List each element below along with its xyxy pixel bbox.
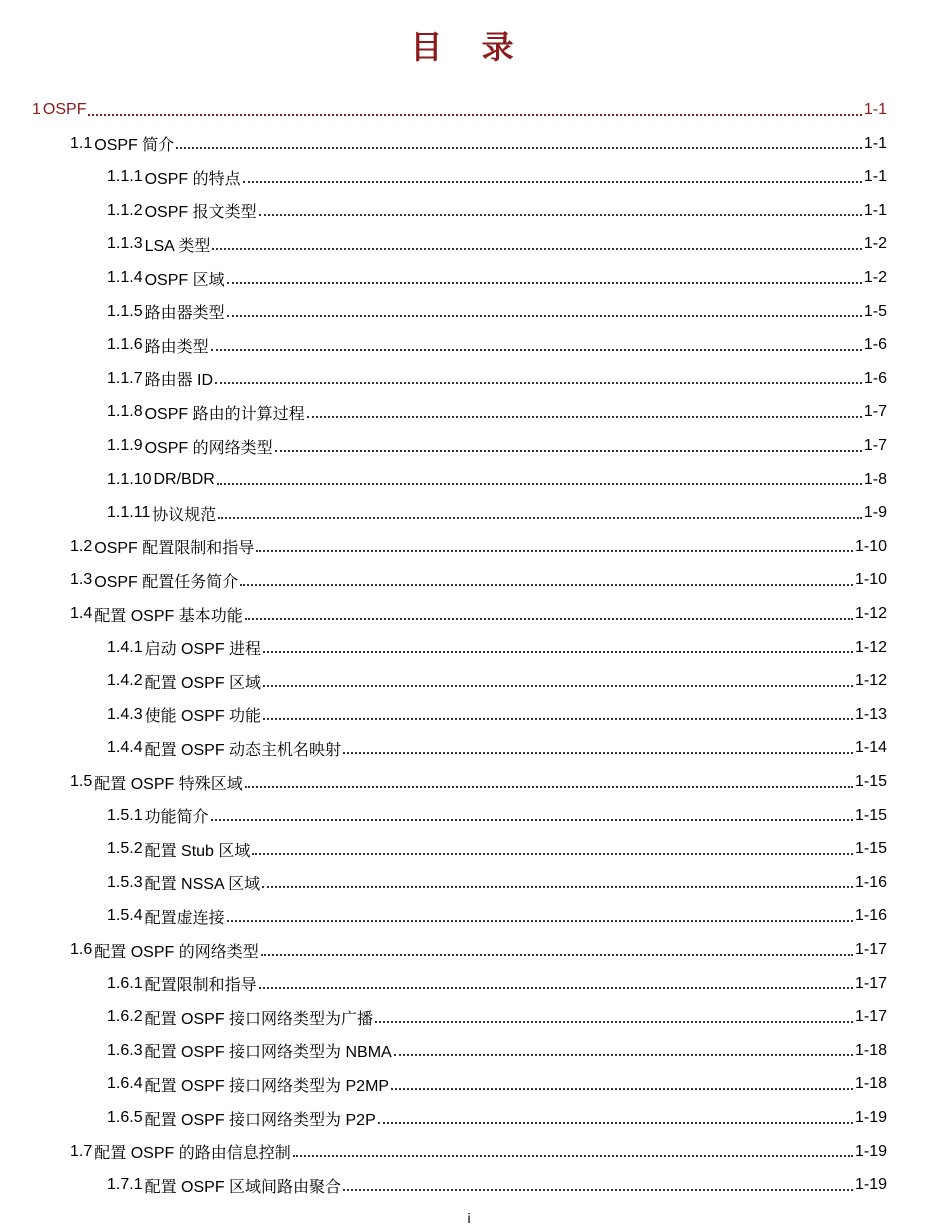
toc-entry[interactable] <box>107 1170 887 1200</box>
toc-dot-leader <box>218 516 862 519</box>
toc-entry[interactable] <box>107 1103 887 1133</box>
toc-entry-number: 1.5.1 <box>107 806 143 824</box>
toc-entry-page: 1-8 <box>863 470 887 488</box>
toc-entry-title: OSPF 的特点 <box>144 170 241 188</box>
toc-dot-leader <box>252 852 853 855</box>
toc-dot-leader <box>211 818 853 821</box>
toc-dot-leader <box>263 717 853 720</box>
toc-dot-leader <box>261 953 853 956</box>
toc-dot-leader <box>293 1154 853 1157</box>
toc-entry-title: OSPF 配置任务简介 <box>94 573 239 591</box>
toc-entry-page: 1-13 <box>854 705 887 723</box>
toc-entry[interactable] <box>107 229 887 259</box>
toc-entry[interactable] <box>107 901 887 931</box>
toc-entry-title: 路由器类型 <box>144 305 225 323</box>
toc-entry-number: 1.7 <box>70 1142 93 1160</box>
toc-dot-leader <box>245 617 853 620</box>
toc-entry[interactable] <box>107 1069 887 1099</box>
toc-dot-leader <box>263 684 853 687</box>
toc-entry[interactable] <box>107 364 887 394</box>
toc-entry[interactable] <box>107 498 887 528</box>
toc-entry-number: 1.1.11 <box>107 504 151 522</box>
toc-entry[interactable] <box>107 700 887 730</box>
toc-entry-number: 1 <box>32 101 41 118</box>
toc-entry-page: 1-12 <box>854 672 887 690</box>
toc-entry[interactable] <box>70 767 887 797</box>
toc-entry-page: 1-12 <box>854 605 887 622</box>
toc-entry-number: 1.1.2 <box>107 201 143 219</box>
toc-entry-number: 1.1 <box>70 134 93 152</box>
toc-entry-number: 1.5.2 <box>107 840 143 858</box>
toc-dot-leader <box>256 549 853 552</box>
toc-entry-title: OSPF 路由的计算过程 <box>144 405 305 423</box>
toc-entry-number: 1.1.5 <box>107 302 143 320</box>
toc-entry-title: 配置 OSPF 区域 <box>144 674 262 692</box>
toc-dot-leader <box>259 986 853 989</box>
toc-dot-leader <box>176 146 862 149</box>
toc-entry[interactable] <box>107 162 887 192</box>
toc-entry-number: 1.4.2 <box>107 672 143 690</box>
toc-entry-page: 1-17 <box>854 974 887 992</box>
toc-entry-page: 1-7 <box>863 403 887 421</box>
toc-entry-title: 配置 OSPF 基本功能 <box>94 607 243 625</box>
toc-entry[interactable] <box>107 633 887 663</box>
toc-entry-number: 1.1.10 <box>107 470 152 488</box>
toc-entry-page: 1-9 <box>863 504 887 522</box>
toc-entry-number: 1.1.6 <box>107 336 143 354</box>
toc-entry-page: 1-15 <box>854 806 887 824</box>
toc-entry[interactable] <box>107 297 887 327</box>
toc-entry[interactable] <box>107 1036 887 1066</box>
toc-entry-page: 1-19 <box>854 1109 887 1126</box>
toc-entry-number: 1.4 <box>70 605 93 622</box>
toc-dot-leader <box>307 415 862 418</box>
toc-entry-page: 1-10 <box>854 571 887 589</box>
toc-entry-page: 1-15 <box>854 840 887 858</box>
toc-entry-number: 1.6 <box>70 941 93 958</box>
toc-entry-title: 配置 NSSA 区域 <box>144 876 261 894</box>
toc-entry-number: 1.6.5 <box>107 1109 143 1126</box>
toc-entry[interactable] <box>107 868 887 898</box>
page-title: 目 录 <box>410 28 528 66</box>
toc-entry-number: 1.6.3 <box>107 1041 143 1059</box>
toc-entry-page: 1-2 <box>863 269 887 286</box>
toc-entry-title: 使能 OSPF 功能 <box>144 708 262 726</box>
toc-entry-title: 配置 Stub 区域 <box>144 842 251 860</box>
toc-entry-page: 1-17 <box>854 941 887 958</box>
toc-entry-title: 配置 OSPF 动态主机名映射 <box>144 741 342 759</box>
toc-entry-page: 1-5 <box>863 302 887 320</box>
toc-entry-number: 1.1.7 <box>107 369 143 387</box>
toc-entry-page: 1-15 <box>854 773 887 790</box>
toc-dot-leader <box>262 885 853 888</box>
toc-entry-number: 1.4.4 <box>107 739 143 757</box>
toc-entry-page: 1-7 <box>863 437 887 454</box>
toc-dot-leader <box>245 785 853 788</box>
toc-entry-number: 1.6.2 <box>107 1008 143 1026</box>
toc-entry[interactable] <box>70 565 887 595</box>
toc-entry-number: 1.5.3 <box>107 873 143 891</box>
toc-entry-number: 1.5.4 <box>107 907 143 925</box>
toc-entry-title: DR/BDR <box>153 470 215 488</box>
toc-entry-title: OSPF 的网络类型 <box>144 439 273 457</box>
toc-entry-title: 配置 OSPF 接口网络类型为 P2MP <box>144 1077 390 1095</box>
toc-entry-title: 协议规范 <box>152 506 217 524</box>
toc-dot-leader <box>227 314 862 317</box>
toc-entry[interactable] <box>32 95 887 125</box>
toc-entry[interactable] <box>107 465 887 495</box>
toc-entry[interactable] <box>107 834 887 864</box>
toc-dot-leader <box>227 919 853 922</box>
toc-entry-title: OSPF <box>42 101 87 118</box>
toc-entry-page: 1-16 <box>854 907 887 925</box>
toc-entry[interactable] <box>107 1002 887 1032</box>
toc-entry[interactable] <box>70 1137 887 1167</box>
toc-entry[interactable] <box>107 196 887 226</box>
toc-dot-leader <box>394 1053 853 1056</box>
toc-entry-title: 配置 OSPF 接口网络类型为 NBMA <box>144 1044 392 1062</box>
toc-entry-title: 配置 OSPF 区域间路由聚合 <box>144 1178 342 1196</box>
toc-entry-title: OSPF 区域 <box>144 271 225 289</box>
toc-entry-page: 1-6 <box>863 369 887 387</box>
toc-entry[interactable] <box>70 935 887 965</box>
toc-entry-title: 配置 OSPF 接口网络类型为 P2P <box>144 1111 376 1129</box>
toc-dot-leader <box>217 482 862 485</box>
toc-entry-title: 配置 OSPF 接口网络类型为广播 <box>144 1010 374 1028</box>
toc-dot-leader <box>343 1188 853 1191</box>
toc-entry-page: 1-1 <box>863 134 887 152</box>
toc-entry-page: 1-10 <box>854 537 887 555</box>
toc-entry-number: 1.1.1 <box>107 168 143 186</box>
toc-dot-leader <box>211 348 862 351</box>
toc-entry-title: 配置 OSPF 特殊区域 <box>94 775 243 793</box>
toc-entry-title: 启动 OSPF 进程 <box>144 641 262 659</box>
toc-entry-page: 1-14 <box>854 739 887 757</box>
toc-dot-leader <box>375 1020 853 1023</box>
toc-entry-number: 1.5 <box>70 773 93 790</box>
toc-entry-number: 1.3 <box>70 571 93 589</box>
toc-entry-number: 1.1.3 <box>107 235 143 253</box>
toc-dot-leader <box>88 113 861 116</box>
toc-entry-page: 1-16 <box>854 873 887 891</box>
toc-entry-page: 1-18 <box>854 1041 887 1059</box>
toc-entry[interactable] <box>107 969 887 999</box>
toc-entry-number: 1.6.4 <box>107 1075 143 1093</box>
toc-dot-leader <box>263 650 853 653</box>
toc-entry-page: 1-2 <box>863 235 887 253</box>
toc-entry-page: 1-19 <box>854 1142 887 1160</box>
toc-entry[interactable] <box>107 666 887 696</box>
toc-entry-number: 1.1.4 <box>107 269 143 286</box>
toc-entry[interactable] <box>107 733 887 763</box>
toc-entry-title: LSA 类型 <box>144 237 211 255</box>
toc-entry-page: 1-17 <box>854 1008 887 1026</box>
toc-entry-title: 配置限制和指导 <box>144 977 257 995</box>
toc-entry-number: 1.6.1 <box>107 974 143 992</box>
page-number: i <box>467 1210 471 1226</box>
toc-entry-title: OSPF 配置限制和指导 <box>94 540 255 558</box>
toc-entry[interactable] <box>107 263 887 293</box>
toc-entry-page: 1-1 <box>863 201 887 219</box>
toc-entry-title: 路由类型 <box>144 338 209 356</box>
toc-dot-leader <box>227 281 862 284</box>
toc-dot-leader <box>240 583 853 586</box>
toc-entry-page: 1-18 <box>854 1075 887 1093</box>
toc-dot-leader <box>259 213 862 216</box>
toc-entry[interactable] <box>107 330 887 360</box>
toc-entry-number: 1.7.1 <box>107 1176 143 1194</box>
toc-entry-page: 1-1 <box>863 101 887 118</box>
toc-dot-leader <box>391 1087 853 1090</box>
toc-entry-number: 1.1.9 <box>107 437 143 454</box>
toc-entry-title: 配置 OSPF 的路由信息控制 <box>94 1145 291 1163</box>
toc-entry-number: 1.1.8 <box>107 403 143 421</box>
toc-entry-title: 配置 OSPF 的网络类型 <box>94 943 259 961</box>
toc-dot-leader <box>378 1121 853 1124</box>
toc-entry-title: OSPF 简介 <box>94 137 175 155</box>
toc-entry-title: 路由器 ID <box>144 372 214 390</box>
toc-dot-leader <box>215 381 862 384</box>
toc-entry[interactable] <box>70 599 887 629</box>
toc-entry-page: 1-6 <box>863 336 887 354</box>
toc-entry-number: 1.4.3 <box>107 705 143 723</box>
toc-entry-page: 1-1 <box>863 168 887 186</box>
toc-entry-title: OSPF 报文类型 <box>144 204 257 222</box>
toc-dot-leader <box>243 180 862 183</box>
toc-dot-leader <box>275 449 862 452</box>
toc-dot-leader <box>343 751 853 754</box>
toc-entry[interactable] <box>107 397 887 427</box>
toc-entry[interactable] <box>70 532 887 562</box>
toc-entry[interactable] <box>107 431 887 461</box>
toc-entry[interactable] <box>107 801 887 831</box>
toc-entry-title: 配置虚连接 <box>144 909 225 927</box>
toc-entry-number: 1.4.1 <box>107 638 143 656</box>
toc-entry-page: 1-12 <box>854 638 887 656</box>
toc-entry-page: 1-19 <box>854 1176 887 1194</box>
toc-entry[interactable] <box>70 129 887 159</box>
toc-dot-leader <box>212 247 861 250</box>
toc-entry-title: 功能简介 <box>144 809 209 827</box>
toc-entry-number: 1.2 <box>70 537 93 555</box>
